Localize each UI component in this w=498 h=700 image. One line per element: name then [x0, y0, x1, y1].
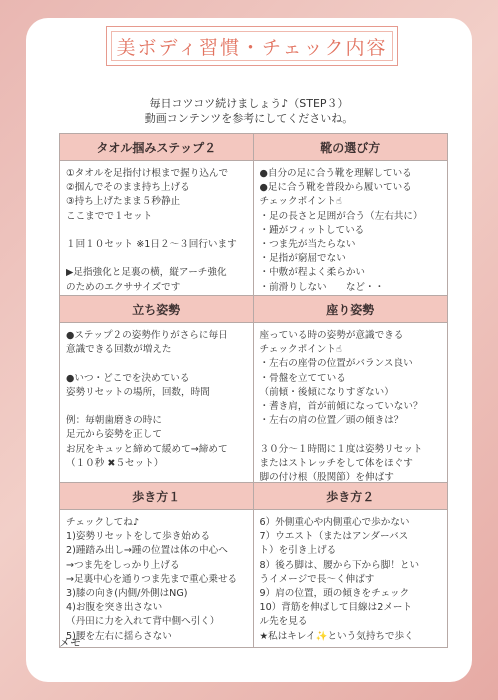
- walking1-heading: 歩き方１: [60, 483, 254, 510]
- shoes-body: ●自分の足に合う靴を理解している ●足に合う靴を普段から履いている チェックポイント☝ ・足の長さと足囲が合う（左右共に） ・踵がフィットしている ・つま先が当たらない ・足指が窮屈でない ・中敷が程よく柔らかい ・前滑りしない など・・: [254, 161, 448, 296]
- page-title: 美ボディ習慣・チェック内容: [116, 36, 388, 59]
- checklist-table: [59, 133, 448, 648]
- walking1-body: チェックしてね♪ 1)姿勢リセットをして歩き始める 2)踵踏み出し→踵の位置は体の中心へ →つま先をしっかり上げる →足裏中心を通りつま先まで重心乗せる 3)膝の向き(内側/外側はNG) 4)お腹を突き出さない （丹田に力を入れて背中側へ引く） 5)腰を左右に揺らさない: [60, 510, 254, 647]
- towel-body: ①タオルを足指付け根まで握り込んで ②掴んでそのまま持ち上げる ③持ち上げたまま５秒静止 ここまでで１セット １回１０セット ※1日２〜３回行います ▶足指強化と足裏の横，縦アーチ強化 のためのエクササイズです: [60, 161, 254, 296]
- standing-heading: 立ち姿勢: [60, 296, 254, 323]
- title-frame: [106, 26, 398, 66]
- sitting-heading: 座り姿勢: [254, 296, 448, 323]
- standing-body: ●ステップ２の姿勢作りがさらに毎日 意識できる回数が増えた ●いつ・どこでを決めている 姿勢リセットの場所，回数，時間 例：毎朝歯磨きの時に 足元から姿勢を正して お尻をキュッと締めて緩めて→締めて （１０秒 ✖５セット）: [60, 323, 254, 483]
- walking2-body: 6）外側重心や内側重心で歩かない 7）ウエスト（またはアンダーバス ト）を引き上げる 8）後ろ脚は、腰から下から脚！とい うイメージで長〜く伸ばす 9）肩の位置，頭の傾きをチェック 10）背筋を伸ばして目線は2メート ル先を見る ★私はキレイ✨という気持ちで歩く: [259, 517, 420, 642]
- intro-line-1: 毎日コツコツ続けましょう♪（STEP３）: [149, 97, 349, 110]
- towel-heading: タオル掴みステップ２: [60, 134, 254, 161]
- memo-label: メモ: [59, 636, 81, 649]
- sitting-body: 座っている時の姿勢が意識できる チェックポイント☝ ・左右の座骨の位置がバランス良い ・骨盤を立てている （前傾・後傾になりすぎない） ・耆き肩，首が前傾になっていない？ ・左右の肩の位置／頭の傾きは？ ３０分〜１時間に１度は姿勢リセット またはストレッチをして体をほぐす 脚の付け根（股関節）を伸ばす: [254, 323, 448, 483]
- shoes-heading: 靴の選び方: [254, 134, 448, 161]
- intro-line-2: 動画コンテンツを参考にしてくださいね。: [144, 112, 354, 125]
- walking2-heading: 歩き方２: [254, 483, 448, 510]
